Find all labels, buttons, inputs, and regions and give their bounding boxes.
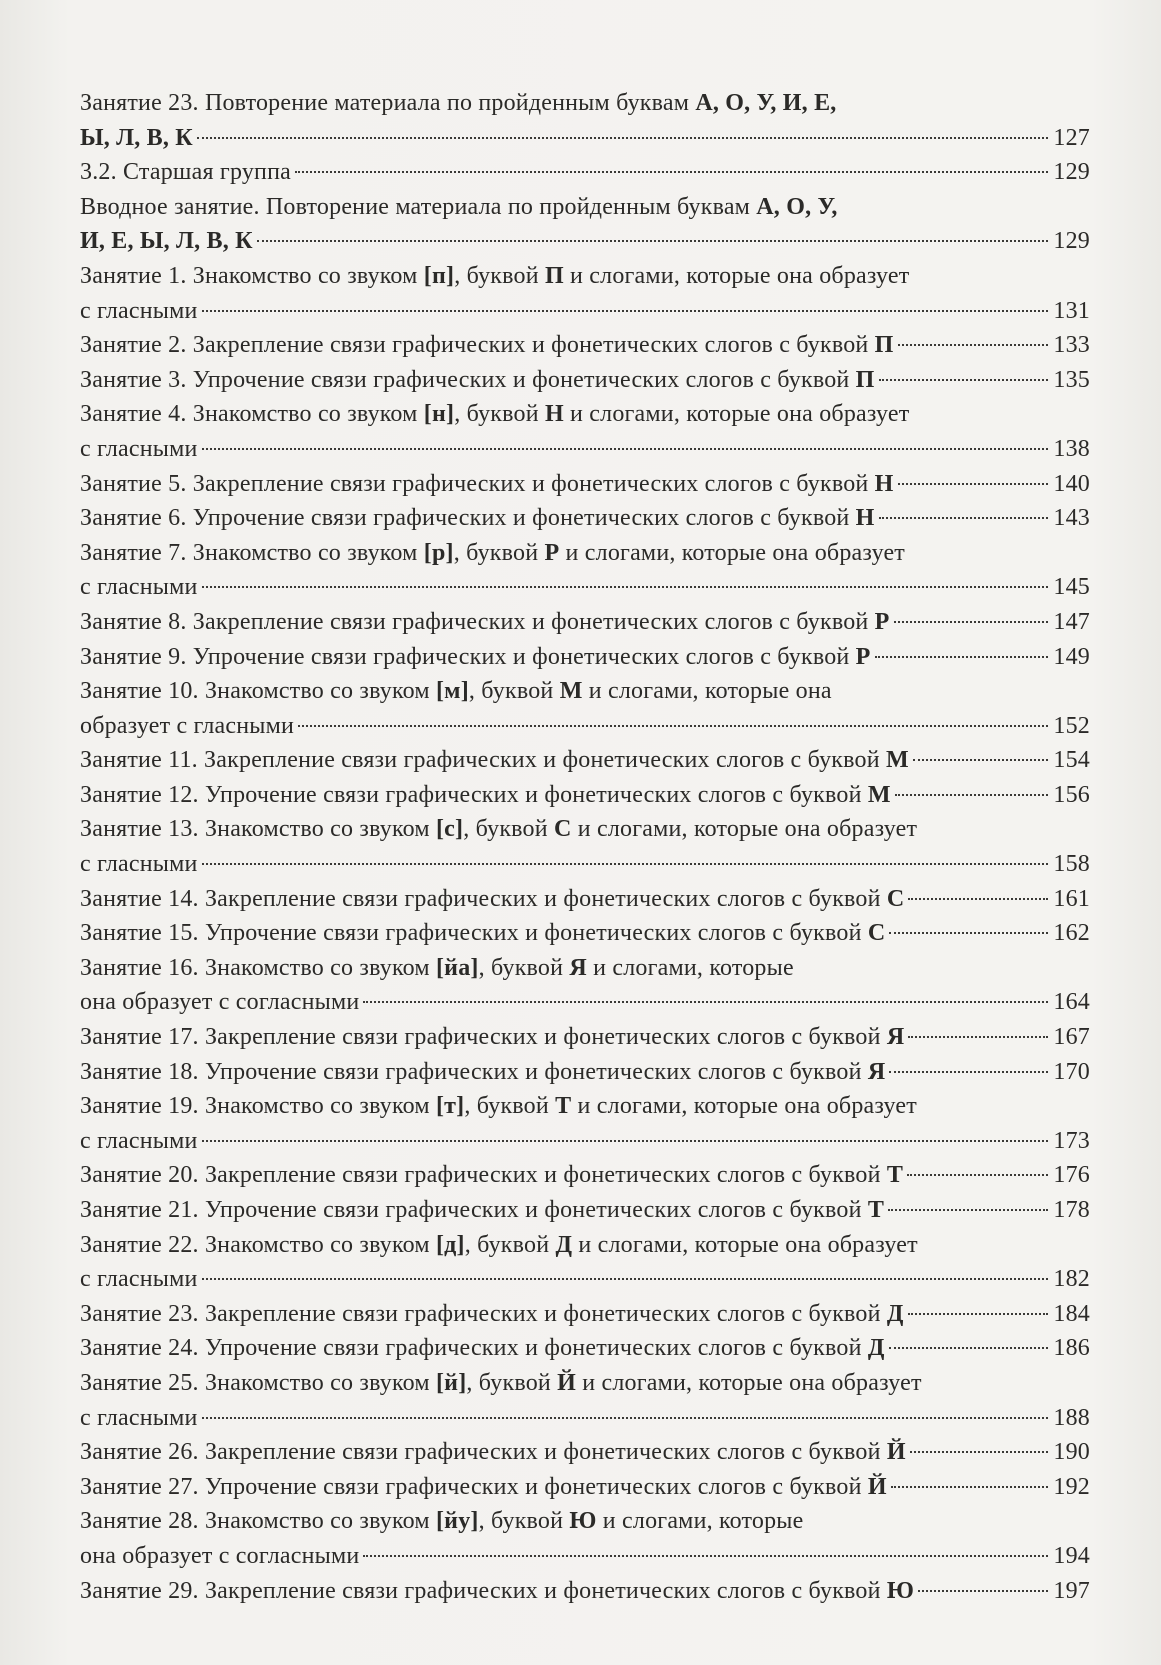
page-number: 145 (1053, 574, 1090, 601)
entry-text: Занятие 29. Закрепление связи графических и фонетических слогов с буквой (80, 1577, 887, 1604)
toc-entry-last-line (80, 328, 1090, 363)
entry-text: Занятие 23. Закрепление связи графических и фонетических слогов с буквой (80, 1300, 887, 1327)
toc-entry[interactable] (80, 640, 1090, 675)
entry-text: и слогами, которые она образует (571, 816, 918, 843)
page-number: 167 (1053, 1024, 1090, 1051)
dot-leader (257, 240, 1048, 242)
dot-leader (202, 586, 1048, 588)
page-number: 194 (1053, 1542, 1090, 1569)
entry-bold-text: [м] (435, 678, 469, 705)
toc-entry-last-line (80, 294, 1090, 329)
entry-text: Занятие 22. Знакомство со звуком (80, 1231, 436, 1258)
entry-title (80, 121, 193, 156)
toc-entry-last-line (80, 640, 1090, 675)
dot-leader (875, 656, 1048, 658)
entry-text: , буквой (464, 1231, 556, 1258)
dot-leader (895, 794, 1048, 796)
toc-entry[interactable] (80, 1089, 1090, 1158)
entry-bold-text: Я (569, 954, 587, 981)
entry-title (80, 1331, 885, 1366)
entry-title (80, 1158, 903, 1193)
entry-bold-text: Д (555, 1231, 573, 1258)
entry-title (80, 1297, 904, 1332)
page-number: 186 (1053, 1335, 1090, 1362)
entry-bold-text: Д (886, 1300, 904, 1327)
page-number: 127 (1053, 124, 1090, 151)
dot-leader (202, 863, 1048, 865)
entry-title (80, 605, 890, 640)
toc-entry-last-line (80, 1020, 1090, 1055)
dot-leader (363, 1001, 1048, 1003)
entry-text: , буквой (466, 1369, 558, 1396)
toc-entry-last-line (80, 467, 1090, 502)
entry-text: и слогами, которые она образует (563, 262, 910, 289)
page-number: 135 (1053, 366, 1090, 393)
entry-text: Занятие 13. Знакомство со звуком (80, 816, 436, 843)
entry-title (80, 985, 359, 1020)
page-number: 184 (1053, 1300, 1090, 1327)
entry-bold-text: Ы, Л, В, К (80, 124, 193, 151)
entry-text: Занятие 12. Упрочение связи графических и фонетических слогов с буквой (80, 781, 868, 808)
entry-text: с гласными (80, 1127, 198, 1154)
entry-bold-text: М (885, 747, 909, 774)
toc-entry[interactable] (80, 1504, 1090, 1573)
entry-bold-text: М (867, 781, 891, 808)
toc-entry-line (80, 1228, 1090, 1263)
entry-bold-text: М (559, 678, 583, 705)
page-number: 173 (1053, 1127, 1090, 1154)
toc-entry[interactable] (80, 397, 1090, 466)
entry-text: , буквой (463, 816, 554, 843)
entry-bold-text: Р (544, 539, 560, 566)
toc-entry-last-line (80, 432, 1090, 467)
entry-bold-text: Н (874, 470, 894, 497)
toc-entry[interactable] (80, 1470, 1090, 1505)
toc-entry-last-line (80, 882, 1090, 917)
entry-text: , буквой (478, 1508, 570, 1535)
toc-entry-last-line (80, 1331, 1090, 1366)
dot-leader (898, 344, 1048, 346)
toc-entry-last-line (80, 1401, 1090, 1436)
entry-text: , буквой (468, 678, 560, 705)
entry-text: Занятие 2. Закрепление связи графических и фонетических слогов с буквой (80, 332, 875, 359)
entry-text: с гласными (80, 1266, 198, 1293)
entry-text: она образует с согласными (80, 989, 360, 1016)
entry-text: Занятие 9. Упрочение связи графических и фонетических слогов с буквой (80, 643, 856, 670)
toc-entry[interactable] (80, 951, 1090, 1020)
toc-entry-line (80, 951, 1090, 986)
dot-leader (197, 137, 1048, 139)
dot-leader (918, 1590, 1048, 1592)
page-number: 176 (1053, 1162, 1090, 1189)
entry-bold-text: [д] (435, 1231, 465, 1258)
entry-bold-text: Р (855, 643, 871, 670)
page-number: 156 (1053, 781, 1090, 808)
entry-text: Занятие 16. Знакомство со звуком (80, 954, 436, 981)
toc-entry-line (80, 1366, 1090, 1401)
dot-leader (889, 1347, 1048, 1349)
toc-entry-last-line (80, 743, 1090, 778)
page-number: 143 (1053, 505, 1090, 532)
dot-leader (295, 171, 1048, 173)
page-number: 182 (1053, 1266, 1090, 1293)
dot-leader (913, 759, 1048, 761)
entry-text: с гласными (80, 574, 198, 601)
entry-bold-text: Й (886, 1439, 906, 1466)
entry-title (80, 1262, 198, 1297)
entry-text: , буквой (464, 1093, 556, 1120)
toc-entry[interactable] (80, 501, 1090, 536)
table-of-contents (80, 86, 1090, 1608)
entry-text: Занятие 14. Закрепление связи графических и фонетических слогов с буквой (80, 885, 887, 912)
entry-text: Занятие 11. Закрепление связи графических и фонетических слогов с буквой (80, 747, 886, 774)
entry-bold-text: Н (855, 505, 875, 532)
entry-text: и слогами, которые она образует (572, 1231, 918, 1258)
entry-text: Занятие 8. Закрепление связи графических и фонетических слогов с буквой (80, 608, 875, 635)
toc-entry-last-line (80, 1470, 1090, 1505)
toc-entry-last-line (80, 1435, 1090, 1470)
dot-leader (363, 1555, 1048, 1557)
toc-entry[interactable] (80, 536, 1090, 605)
toc-entry-line (80, 86, 1090, 121)
page-number: 133 (1053, 332, 1090, 359)
entry-text: Занятие 7. Знакомство со звуком (80, 539, 424, 566)
entry-text: Занятие 6. Упрочение связи графических и фонетических слогов с буквой (80, 505, 856, 532)
entry-text: и слогами, которые она образует (576, 1369, 922, 1396)
toc-entry[interactable] (80, 467, 1090, 502)
page-number: 149 (1053, 643, 1090, 670)
dot-leader (202, 448, 1048, 450)
entry-bold-text: Р (874, 608, 890, 635)
dot-leader (298, 725, 1048, 727)
entry-title (80, 709, 294, 744)
entry-title (80, 467, 894, 502)
entry-bold-text: [п] (423, 262, 455, 289)
entry-title (80, 363, 875, 398)
entry-text: , буквой (453, 539, 545, 566)
dot-leader (202, 310, 1048, 312)
page-number: 154 (1053, 747, 1090, 774)
entry-bold-text: Н (544, 401, 564, 428)
entry-text: и слогами, которые она образует (563, 401, 910, 428)
page-number: 164 (1053, 989, 1090, 1016)
entry-text: она образует с согласными (80, 1542, 360, 1569)
entry-bold-text: Й (867, 1473, 887, 1500)
toc-entry-last-line (80, 224, 1090, 259)
toc-entry-last-line (80, 709, 1090, 744)
entry-text: и слогами, которые она (582, 678, 832, 705)
dot-leader (894, 621, 1048, 623)
toc-entry[interactable] (80, 190, 1090, 259)
dot-leader (888, 1209, 1048, 1211)
entry-title (80, 1435, 906, 1470)
toc-entry-last-line (80, 847, 1090, 882)
page-number: 138 (1053, 435, 1090, 462)
dot-leader (879, 379, 1048, 381)
toc-entry-last-line (80, 501, 1090, 536)
entry-bold-text: А, О, У, И, Е, (695, 90, 837, 116)
entry-text: Занятие 20. Закрепление связи графических и фонетических слогов с буквой (80, 1162, 887, 1189)
entry-title (80, 1539, 359, 1574)
entry-title (80, 1470, 887, 1505)
toc-entry-line (80, 536, 1090, 571)
entry-bold-text: [с] (435, 816, 464, 843)
toc-entry-line (80, 674, 1090, 709)
page-number: 161 (1053, 885, 1090, 912)
entry-text: , буквой (454, 401, 545, 428)
entry-bold-text: А, О, У, (756, 193, 838, 220)
toc-entry-last-line (80, 1193, 1090, 1228)
entry-text: и слогами, которые (596, 1508, 804, 1535)
toc-entry[interactable] (80, 916, 1090, 951)
toc-entry[interactable] (80, 1366, 1090, 1435)
toc-entry-last-line (80, 778, 1090, 813)
entry-text: Занятие 25. Знакомство со звуком (80, 1369, 436, 1396)
entry-bold-text: [й] (435, 1369, 467, 1396)
entry-bold-text: Й (557, 1369, 577, 1396)
entry-bold-text: Я (867, 1058, 886, 1085)
toc-entry-last-line (80, 155, 1090, 190)
dot-leader (908, 898, 1048, 900)
toc-entry[interactable] (80, 1297, 1090, 1332)
entry-title (80, 1055, 885, 1090)
entry-title (80, 432, 198, 467)
entry-title (80, 640, 871, 675)
toc-entry-last-line (80, 1055, 1090, 1090)
toc-entry-line (80, 1504, 1090, 1539)
dot-leader (907, 1174, 1048, 1176)
entry-bold-text: Д (867, 1335, 885, 1362)
entry-bold-text: С (554, 816, 572, 843)
dot-leader (889, 1071, 1048, 1073)
entry-bold-text: С (886, 885, 905, 912)
toc-entry[interactable] (80, 1228, 1090, 1297)
toc-entry[interactable] (80, 882, 1090, 917)
page-number: 170 (1053, 1058, 1090, 1085)
toc-entry[interactable] (80, 363, 1090, 398)
toc-entry[interactable] (80, 743, 1090, 778)
dot-leader (891, 1486, 1048, 1488)
page-number: 131 (1053, 297, 1090, 324)
entry-title (80, 882, 904, 917)
entry-bold-text: И, Е, Ы, Л, В, К (80, 228, 253, 255)
toc-entry-line (80, 812, 1090, 847)
entry-text: с гласными (80, 297, 198, 324)
entry-title (80, 1401, 198, 1436)
page-number: 129 (1053, 159, 1090, 186)
dot-leader (202, 1278, 1048, 1280)
entry-bold-text: Т (886, 1162, 904, 1189)
entry-text: с гласными (80, 851, 198, 878)
toc-entry[interactable] (80, 86, 1090, 155)
entry-text: Занятие 26. Закрепление связи графических и фонетических слогов с буквой (80, 1439, 887, 1466)
entry-bold-text: [т] (435, 1093, 465, 1120)
entry-bold-text: П (544, 262, 564, 289)
entry-text: Занятие 28. Знакомство со звуком (80, 1508, 436, 1535)
entry-text: Занятие 10. Знакомство со звуком (80, 678, 436, 705)
entry-text: Занятие 21. Упрочение связи графических и фонетических слогов с буквой (80, 1197, 868, 1223)
toc-entry[interactable] (80, 778, 1090, 813)
toc-entry[interactable] (80, 674, 1090, 743)
toc-entry-last-line (80, 605, 1090, 640)
page-number: 178 (1053, 1197, 1090, 1223)
entry-text: образует с гласными (80, 712, 295, 739)
entry-text: Занятие 4. Знакомство со звуком (80, 401, 424, 428)
entry-title (80, 847, 198, 882)
dot-leader (202, 1417, 1048, 1419)
entry-title (80, 1574, 914, 1609)
entry-bold-text: С (867, 920, 886, 947)
entry-title (80, 1124, 198, 1159)
page-number: 129 (1053, 228, 1090, 255)
toc-entry[interactable] (80, 1331, 1090, 1366)
entry-text: Занятие 1. Знакомство со звуком (80, 262, 424, 289)
toc-entry-last-line (80, 1539, 1090, 1574)
entry-title (80, 743, 909, 778)
entry-title (80, 155, 291, 190)
entry-text: Занятие 18. Упрочение связи графических и фонетических слогов с буквой (80, 1058, 868, 1085)
entry-text: Занятие 19. Знакомство со звуком (80, 1093, 436, 1120)
entry-text: Занятие 24. Упрочение связи графических и фонетических слогов с буквой (80, 1335, 868, 1362)
entry-bold-text: Т (867, 1197, 885, 1223)
entry-title (80, 1193, 884, 1228)
entry-bold-text: Т (555, 1093, 572, 1120)
toc-entry-line (80, 397, 1090, 432)
page-number: 197 (1053, 1577, 1090, 1604)
entry-text: и слогами, которые она образует (571, 1093, 917, 1120)
toc-entry-last-line (80, 985, 1090, 1020)
dot-leader (910, 1451, 1048, 1453)
entry-bold-text: П (874, 332, 894, 359)
toc-entry-last-line (80, 570, 1090, 605)
toc-entry[interactable] (80, 812, 1090, 881)
toc-entry-last-line (80, 121, 1090, 156)
toc-entry-last-line (80, 1124, 1090, 1159)
toc-entry[interactable] (80, 328, 1090, 363)
entry-text: Занятие 5. Закрепление связи графических и фонетических слогов с буквой (80, 470, 875, 497)
toc-entry-last-line (80, 1262, 1090, 1297)
entry-title (80, 501, 875, 536)
toc-entry-line (80, 190, 1090, 225)
toc-entry-line (80, 1089, 1090, 1124)
entry-bold-text: [йа] (435, 954, 479, 981)
page-number: 162 (1053, 920, 1090, 947)
entry-text: и слогами, которые она образует (559, 539, 905, 566)
entry-text: Занятие 17. Закрепление связи графических и фонетических слогов с буквой (80, 1024, 887, 1051)
entry-title (80, 224, 253, 259)
toc-entry[interactable] (80, 1435, 1090, 1470)
entry-text: , буквой (478, 954, 570, 981)
toc-entry-last-line (80, 1158, 1090, 1193)
dot-leader (879, 517, 1048, 519)
entry-bold-text: Я (886, 1024, 905, 1051)
entry-text: 3.2. Старшая группа (80, 159, 291, 186)
entry-bold-text: [йу] (435, 1508, 479, 1535)
entry-text: Вводное занятие. Повторение материала по пройденным буквам (80, 193, 757, 220)
page-number: 192 (1053, 1473, 1090, 1500)
entry-bold-text: [н] (423, 401, 455, 428)
entry-text: Занятие 3. Упрочение связи графических и фонетических слогов с буквой (80, 366, 856, 393)
toc-entry[interactable] (80, 155, 1090, 190)
page-number: 158 (1053, 851, 1090, 878)
toc-entry-line (80, 259, 1090, 294)
toc-entry-last-line (80, 916, 1090, 951)
dot-leader (908, 1036, 1048, 1038)
toc-entry[interactable] (80, 1020, 1090, 1055)
entry-title (80, 916, 885, 951)
page-number: 147 (1053, 608, 1090, 635)
dot-leader (898, 483, 1048, 485)
toc-entry[interactable] (80, 605, 1090, 640)
dot-leader (908, 1313, 1048, 1315)
entry-title (80, 1020, 904, 1055)
entry-text: и слогами, которые (586, 954, 794, 981)
toc-entry[interactable] (80, 1055, 1090, 1090)
entry-text: с гласными (80, 435, 198, 462)
page-number: 190 (1053, 1439, 1090, 1466)
toc-entry-last-line (80, 1574, 1090, 1609)
entry-text: Занятие 23. Повторение материала по пройденным буквам (80, 90, 696, 116)
entry-title (80, 778, 891, 813)
dot-leader (889, 932, 1048, 934)
entry-text: , буквой (454, 262, 545, 289)
page-number: 140 (1053, 470, 1090, 497)
entry-text: Занятие 27. Упрочение связи графических и фонетических слогов с буквой (80, 1473, 868, 1500)
toc-entry[interactable] (80, 1193, 1090, 1228)
toc-entry-last-line (80, 363, 1090, 398)
dot-leader (202, 1140, 1048, 1142)
entry-bold-text: П (855, 366, 875, 393)
entry-title (80, 570, 198, 605)
toc-entry[interactable] (80, 1574, 1090, 1609)
page-number: 188 (1053, 1404, 1090, 1431)
entry-bold-text: Ю (886, 1577, 915, 1604)
entry-text: с гласными (80, 1404, 198, 1431)
entry-text: Занятие 15. Упрочение связи графических и фонетических слогов с буквой (80, 920, 868, 947)
entry-title (80, 328, 894, 363)
toc-entry[interactable] (80, 1158, 1090, 1193)
page-number: 152 (1053, 712, 1090, 739)
toc-entry[interactable] (80, 259, 1090, 328)
entry-bold-text: [р] (423, 539, 454, 566)
toc-entry-last-line (80, 1297, 1090, 1332)
entry-title (80, 294, 198, 329)
entry-bold-text: Ю (569, 1508, 597, 1535)
